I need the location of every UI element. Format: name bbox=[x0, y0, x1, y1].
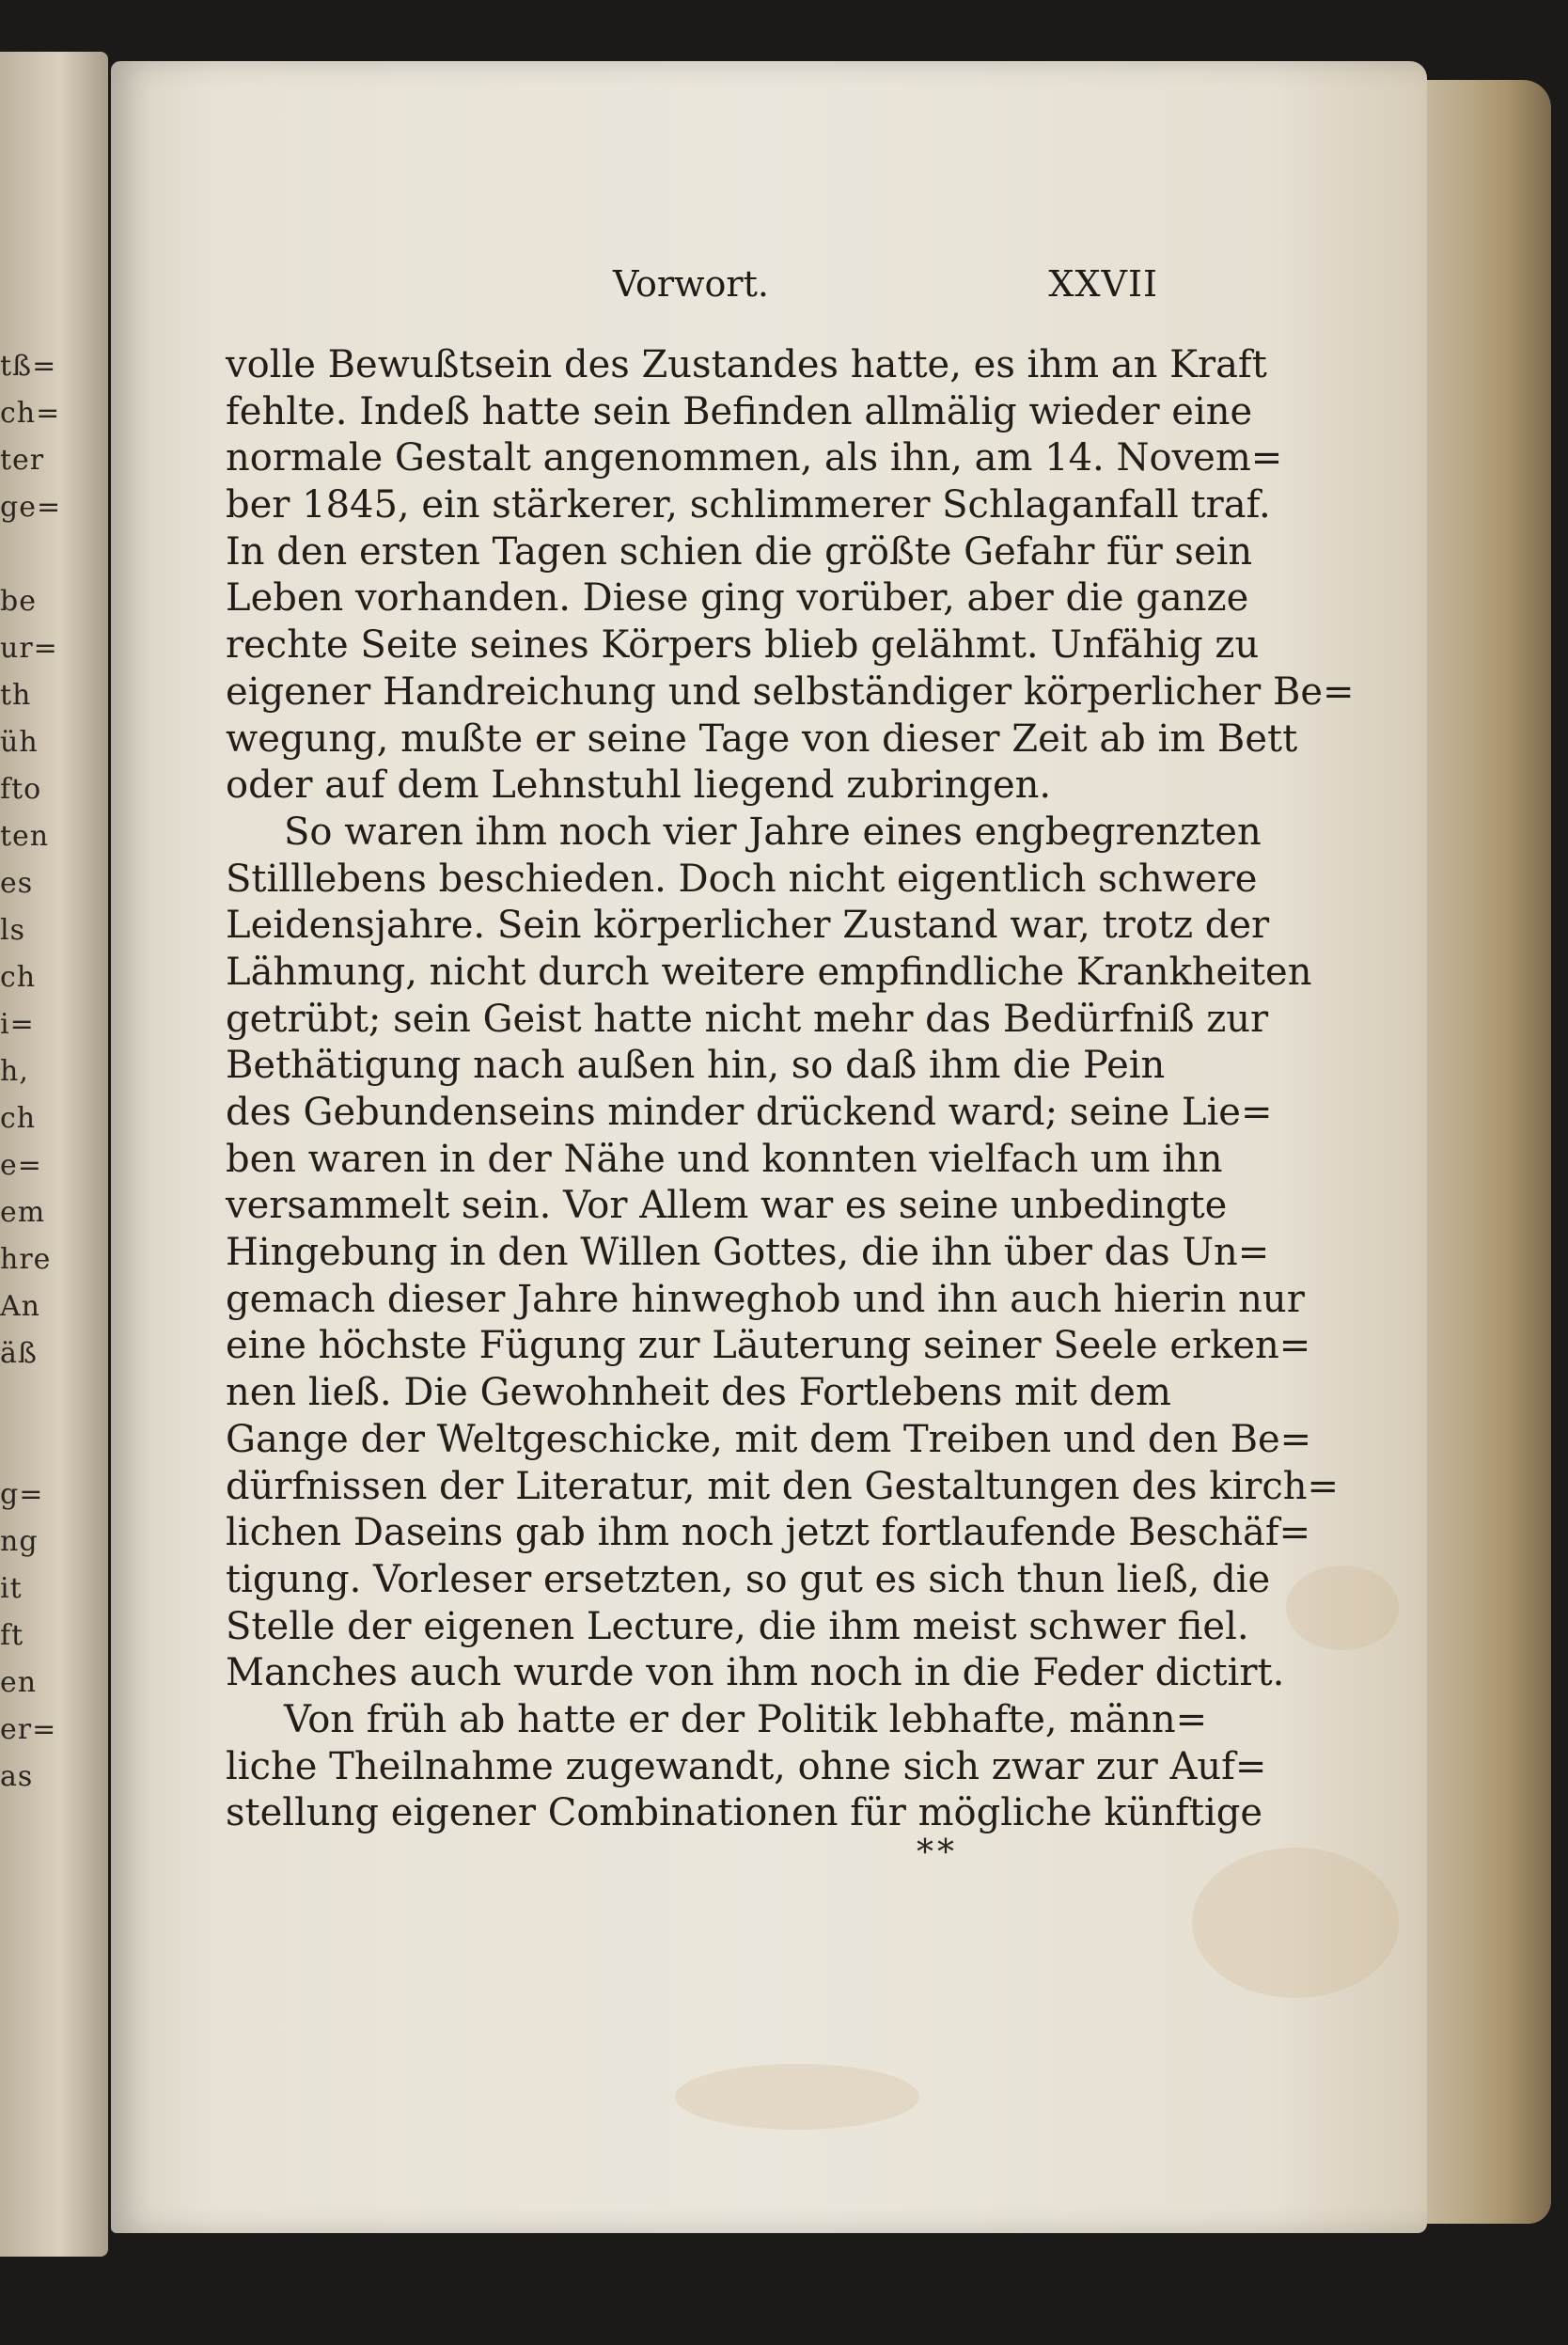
foxing-stain bbox=[1286, 1566, 1399, 1650]
left-page-edge bbox=[0, 52, 108, 2257]
left-page-fragment: em bbox=[0, 1196, 46, 1229]
left-page-fragment: fto bbox=[0, 773, 42, 806]
left-page-fragment: it bbox=[0, 1572, 23, 1605]
text-line: Stilllebens beschieden. Doch nicht eigentlich schwere bbox=[226, 857, 1258, 901]
text-line: volle Bewußtsein des Zustandes hatte, es ihm an Kraft bbox=[226, 343, 1267, 386]
left-page-fragment: as bbox=[0, 1760, 34, 1793]
left-page-fragment: th bbox=[0, 679, 32, 712]
left-page-fragment: h, bbox=[0, 1055, 29, 1088]
left-page-fragment: er= bbox=[0, 1713, 57, 1746]
text-line: In den ersten Tagen schien die größte Gefahr für sein bbox=[226, 529, 1253, 574]
left-page-fragment: tß= bbox=[0, 350, 57, 383]
page-stack-edges bbox=[1410, 80, 1551, 2224]
left-page-fragment bbox=[0, 1377, 66, 1424]
text-line: des Gebundenseins minder drückend ward; seine Lie= bbox=[226, 1091, 1273, 1134]
left-page-fragment bbox=[0, 531, 66, 578]
text-line: stellung eigener Combinationen für mögliche künftige bbox=[226, 1791, 1263, 1835]
text-line: Manches auch wurde von ihm noch in die Feder dictirt. bbox=[226, 1651, 1285, 1695]
page-number: XXVII bbox=[1048, 263, 1158, 305]
page-header bbox=[613, 263, 1158, 310]
signature-mark: ** bbox=[917, 1834, 958, 1872]
text-line: fehlte. Indeß hatte sein Befinden allmälig wieder eine bbox=[226, 389, 1253, 433]
left-page-fragment: es bbox=[0, 867, 34, 900]
running-head: Vorwort. bbox=[613, 263, 769, 305]
left-page-fragment: be bbox=[0, 585, 37, 618]
text-line: oder auf dem Lehnstuhl liegend zubringen. bbox=[226, 763, 1052, 808]
text-line: Leidensjahre. Sein körperlicher Zustand war, trotz der bbox=[226, 904, 1270, 948]
text-line: Von früh ab hatte er der Politik lebhafte, männ= bbox=[284, 1697, 1208, 1741]
text-line: eigener Handreichung und selbständiger körperlicher Be= bbox=[226, 669, 1355, 714]
left-page-fragment: äß bbox=[0, 1337, 38, 1370]
left-page-fragment: hre bbox=[0, 1243, 52, 1276]
text-line: gemach dieser Jahre hinweghob und ihn auch hierin nur bbox=[226, 1277, 1305, 1321]
text-line: Leben vorhanden. Diese ging vorüber, aber die ganze bbox=[226, 576, 1249, 621]
text-line: getrübt; sein Geist hatte nicht mehr das Bedürfniß zur bbox=[226, 997, 1269, 1041]
left-page-fragment: ft bbox=[0, 1619, 24, 1652]
text-line: tigung. Vorleser ersetzten, so gut es sich thun ließ, die bbox=[226, 1557, 1271, 1601]
left-page-fragment: ten bbox=[0, 820, 50, 853]
text-line: eine höchste Fügung zur Läuterung seiner Seele erken= bbox=[226, 1324, 1311, 1368]
text-line: rechte Seite seines Körpers blieb gelähmt. Unfähig zu bbox=[226, 623, 1260, 668]
text-line: normale Gestalt angenommen, als ihn, am 14. Novem= bbox=[226, 436, 1283, 480]
text-line: nen ließ. Die Gewohnheit des Fortlebens mit dem bbox=[226, 1371, 1171, 1415]
text-line: versammelt sein. Vor Allem war es seine unbedingte bbox=[226, 1184, 1228, 1228]
left-page-fragment: i= bbox=[0, 1008, 35, 1041]
foxing-stain bbox=[1192, 1848, 1399, 1998]
text-line: wegung, mußte er seine Tage von dieser Zeit ab im Bett bbox=[226, 716, 1298, 761]
text-line: ber 1845, ein stärkerer, schlimmerer Schlaganfall traf. bbox=[226, 483, 1271, 527]
text-line: Gange der Weltgeschicke, mit dem Treiben und den Be= bbox=[226, 1417, 1312, 1461]
text-line: Hingebung in den Willen Gottes, die ihn über das Un= bbox=[226, 1231, 1270, 1275]
left-page-fragment: e= bbox=[0, 1149, 42, 1182]
left-page-fragment: ls bbox=[0, 914, 25, 947]
left-page-fragment: en bbox=[0, 1666, 38, 1699]
left-page-fragment: ch bbox=[0, 961, 37, 994]
left-page-fragment: ch bbox=[0, 1102, 37, 1135]
text-line: dürfnissen der Literatur, mit den Gestaltungen des kirch= bbox=[226, 1464, 1340, 1508]
foxing-stain bbox=[675, 2064, 919, 2130]
text-line: lichen Daseins gab ihm noch jetzt fortlaufende Beschäf= bbox=[226, 1511, 1311, 1555]
left-page-fragment: ge= bbox=[0, 491, 62, 524]
left-page-fragment bbox=[0, 1424, 66, 1472]
text-line: Stelle der eigenen Lecture, die ihm meist schwer fiel. bbox=[226, 1604, 1249, 1648]
text-line: ben waren in der Nähe und konnten vielfach um ihn bbox=[226, 1137, 1223, 1181]
left-page-fragment: ter bbox=[0, 444, 45, 477]
left-page-fragment: ur= bbox=[0, 632, 58, 665]
text-line: liche Theilnahme zugewandt, ohne sich zwar zur Auf= bbox=[226, 1744, 1267, 1788]
left-page-fragment: üh bbox=[0, 726, 39, 759]
left-page-fragment: An bbox=[0, 1290, 40, 1323]
left-page-fragment: ch= bbox=[0, 397, 61, 430]
body-text bbox=[226, 342, 1355, 1837]
left-page-fragment: g= bbox=[0, 1478, 44, 1511]
text-line: Lähmung, nicht durch weitere empfindliche Krankheiten bbox=[226, 950, 1312, 994]
left-page-fragment: ng bbox=[0, 1525, 39, 1558]
left-page-text-fragments bbox=[0, 343, 66, 1801]
text-line: Bethätigung nach außen hin, so daß ihm die Pein bbox=[226, 1044, 1166, 1088]
text-line: So waren ihm noch vier Jahre eines engbegrenzten bbox=[284, 810, 1262, 854]
